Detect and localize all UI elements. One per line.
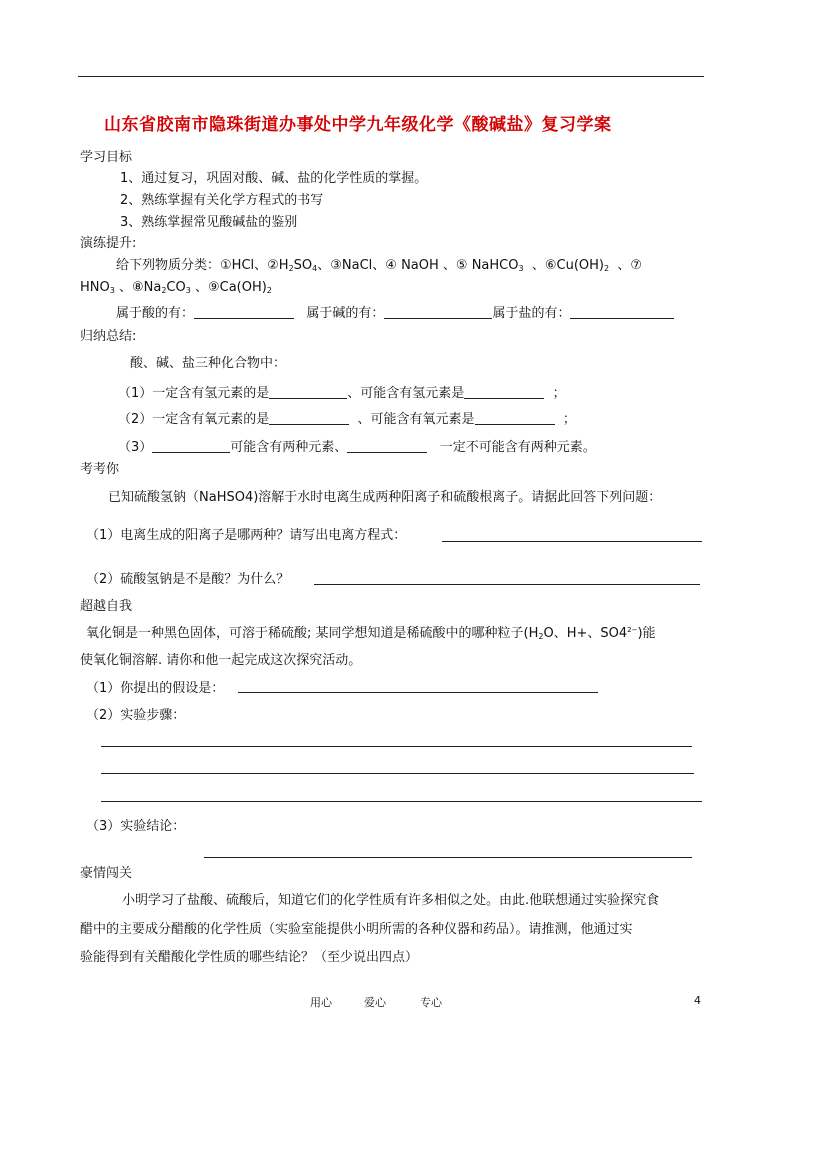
challenge-line-1: 小明学习了盐酸、硫酸后，知道它们的化学性质有许多相似之处。由此.他联想通过实验探究食 — [122, 893, 660, 908]
sub-3b: 3 — [109, 286, 115, 295]
item-na2co3-a: 、⑧Na — [118, 280, 162, 295]
q1-label-b: 、可能含有氢元素是 — [347, 386, 465, 401]
item-nacl-naoh: 、③NaCl、④ NaOH — [317, 258, 439, 273]
q2-end: ； — [562, 412, 576, 427]
base-label: 属于碱的有： — [306, 306, 385, 321]
q1-label-a: （1）一定含有氢元素的是 — [118, 386, 270, 401]
q3-label-b: 可能含有两种元素、 — [230, 440, 348, 455]
page-title: 山东省胶南市隐珠街道办事处中学九年级化学《酸碱盐》复习学案 — [104, 115, 612, 135]
base-blank[interactable] — [384, 306, 492, 319]
surpass-line-1 — [86, 622, 656, 641]
steps-line-1[interactable] — [101, 746, 692, 747]
summary-q3 — [118, 436, 596, 455]
surpass-q1: （1）你提出的假设是： — [86, 681, 225, 696]
q1-end: ； — [552, 386, 566, 401]
item-nahco3: 、⑤ NaHCO — [442, 258, 519, 273]
acid-blank[interactable] — [194, 306, 294, 319]
surpass-line-2: 使氧化铜溶解. 请你和他一起完成这次探究活动。 — [80, 653, 362, 668]
salt-label: 属于盐的有： — [492, 306, 571, 321]
classify-prompt: 给下列物质分类： — [116, 258, 221, 273]
item-h2so4-a: 、②H — [254, 258, 289, 273]
conclusion-blank[interactable] — [204, 857, 692, 858]
sub-3c: 3 — [185, 286, 191, 295]
section-summary: 归纳总结: — [80, 329, 137, 344]
q1-blank-b[interactable] — [464, 386, 544, 399]
q3-blank-a[interactable] — [152, 440, 230, 453]
section-practice: 演练提升: — [80, 236, 137, 251]
item-h2so4-b: SO — [293, 258, 313, 273]
q2-blank-a[interactable] — [269, 412, 349, 425]
test-intro: 已知硫酸氢钠（NaHSO4)溶解于水时电离生成两种阳离子和硫酸根离子。请据此回答下列问题： — [108, 490, 662, 505]
sub-3: 3 — [518, 264, 524, 273]
sub-2b: 2 — [603, 264, 610, 273]
test-q1: （1）电离生成的阳离子是哪两种？请写出电离方程式： — [86, 528, 407, 543]
sub-2d: 2 — [266, 286, 272, 295]
footer-motto-3: 专心 — [420, 996, 442, 1009]
classify-line-2 — [80, 276, 272, 295]
surpass-q2: （2）实验步骤： — [86, 708, 186, 723]
challenge-line-3: 验能得到有关醋酸化学性质的哪些结论？（至少说出四点） — [80, 950, 419, 965]
item-na2co3-b: CO — [166, 280, 186, 295]
challenge-line-2: 醋中的主要成分醋酸的化学性质（实验室能提供小明所需的各种仪器和药品）。请推测，他通过实 — [80, 922, 633, 937]
surpass-text-b: O、H+、SO4 — [543, 626, 628, 641]
surpass-text-a: 氧化铜是一种黑色固体，可溶于稀硫酸; 某同学想知道是稀硫酸中的哪种粒子(H — [86, 626, 539, 641]
q2-blank-b[interactable] — [475, 412, 555, 425]
surpass-q3: （3）实验结论： — [86, 819, 186, 834]
classify-answers — [116, 302, 674, 321]
objective-2: 2、熟练掌握有关化学方程式的书写 — [120, 193, 324, 208]
classify-line-1 — [116, 254, 642, 273]
test-q1-blank[interactable] — [442, 541, 702, 542]
item-cuoh2: 、⑥Cu(OH) — [531, 258, 604, 273]
q1-blank-a[interactable] — [269, 386, 347, 399]
item-caoh2: 、⑨Ca(OH) — [194, 280, 267, 295]
q3-blank-b[interactable] — [347, 440, 427, 453]
section-surpass: 超越自我 — [80, 599, 133, 614]
section-test: 考考你 — [80, 462, 120, 477]
page-number: 4 — [694, 994, 701, 1007]
sub-2c: 2 — [161, 286, 167, 295]
objective-3: 3、熟练掌握常见酸碱盐的鉴别 — [120, 215, 298, 230]
footer-motto-2: 爱心 — [364, 996, 386, 1009]
objective-1: 1、通过复习，巩固对酸、碱、盐的化学性质的掌握。 — [120, 171, 428, 186]
summary-q2 — [118, 408, 576, 427]
steps-line-2[interactable] — [101, 773, 694, 774]
acid-label: 属于酸的有： — [116, 306, 195, 321]
summary-intro: 酸、碱、盐三种化合物中： — [130, 356, 287, 371]
hypothesis-blank[interactable] — [238, 692, 598, 693]
sub-2: 2 — [288, 264, 294, 273]
item-hcl: ①HCl — [220, 258, 255, 273]
q2-label-b: 、可能含有氧元素是 — [357, 412, 475, 427]
test-q2-blank[interactable] — [314, 584, 700, 585]
q2-label-a: （2）一定含有氧元素的是 — [118, 412, 270, 427]
steps-line-3[interactable] — [101, 801, 702, 802]
salt-blank[interactable] — [570, 306, 674, 319]
summary-q1 — [118, 382, 566, 401]
surpass-sup: 2− — [627, 626, 638, 634]
header-rule — [78, 76, 704, 77]
section-challenge: 豪情闯关 — [80, 866, 133, 881]
surpass-sub: 2 — [538, 632, 544, 641]
item-hno3: HNO — [80, 280, 110, 295]
surpass-text-c: )能 — [637, 626, 656, 641]
item-7: 、⑦ — [617, 258, 642, 273]
footer-motto-1: 用心 — [310, 996, 332, 1009]
q3-label-c: 一定不可能含有两种元素。 — [439, 440, 596, 455]
section-objectives: 学习目标 — [80, 150, 133, 165]
q3-label-a: （3） — [118, 440, 153, 455]
test-q2: （2）硫酸氢钠是不是酸？为什么？ — [86, 572, 290, 587]
sub-4: 4 — [312, 264, 318, 273]
